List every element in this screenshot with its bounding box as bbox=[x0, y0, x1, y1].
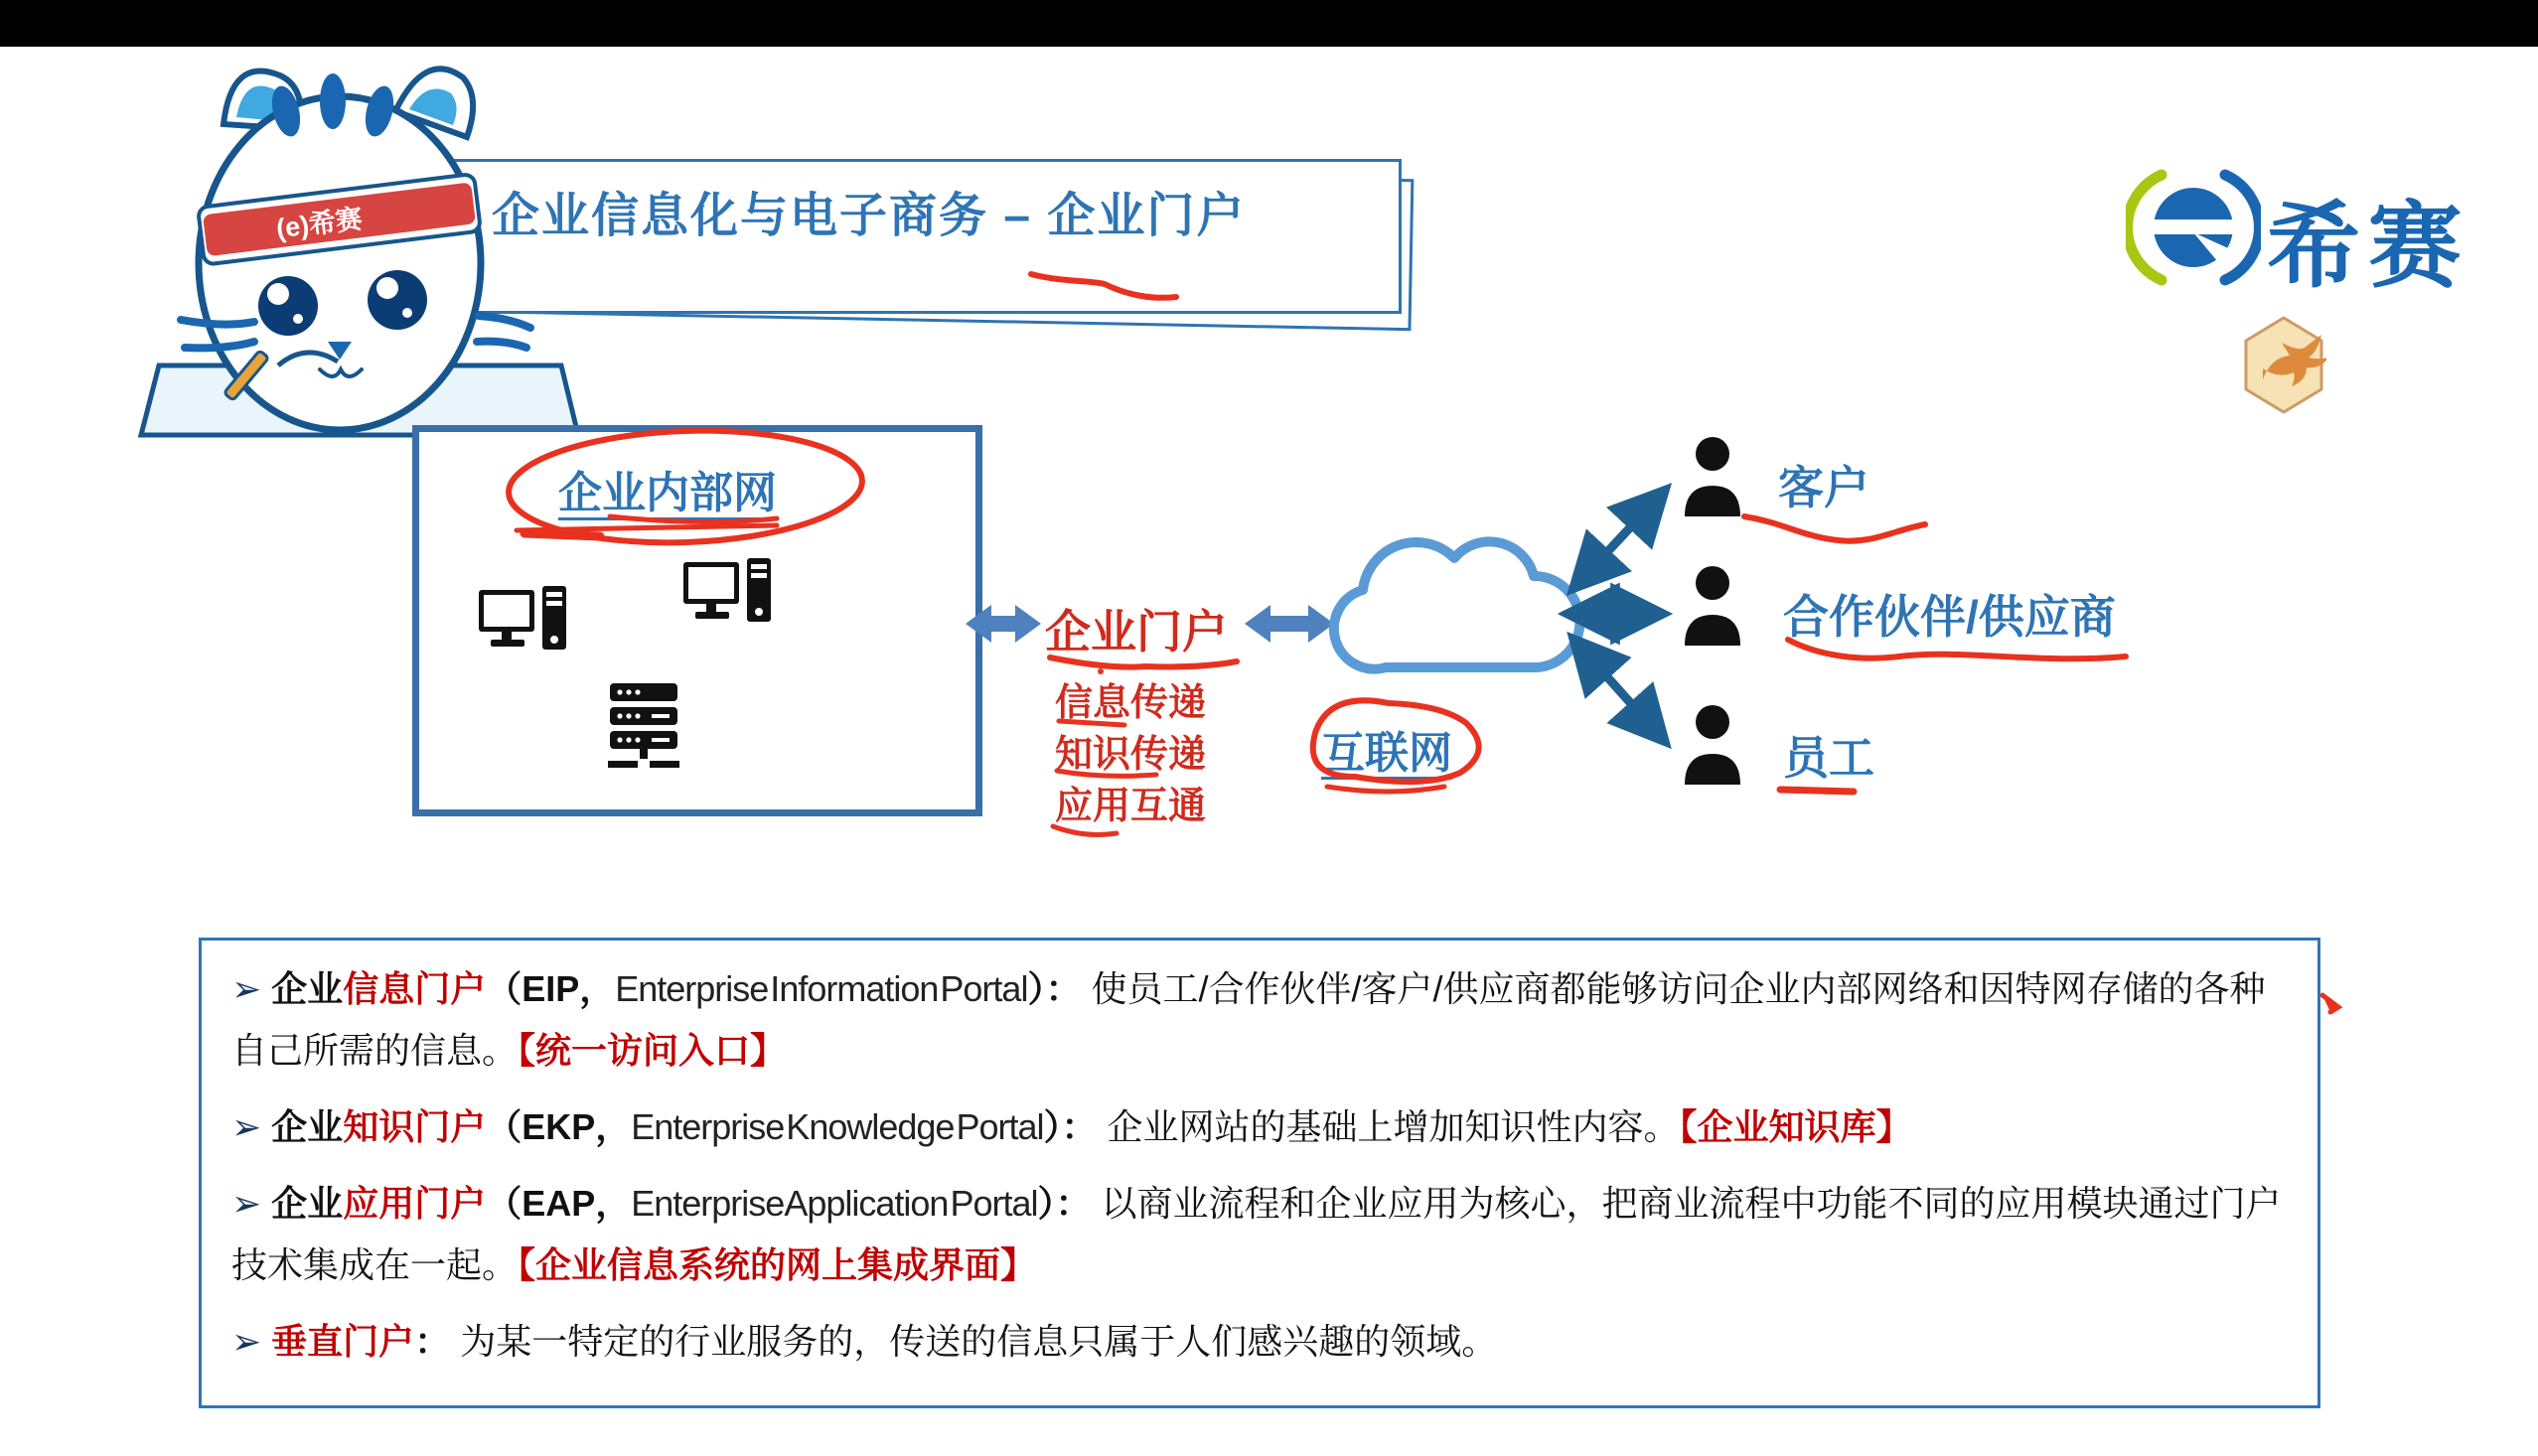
pen-underline-fn1 bbox=[1059, 721, 1124, 725]
note-keyword: 应用门户 bbox=[343, 1182, 487, 1224]
note-lead: 企业 bbox=[271, 1105, 344, 1147]
note-body: 企业网站的基础上增加知识性内容。 bbox=[1107, 1105, 1680, 1147]
pen-underline-partner bbox=[1788, 640, 2126, 658]
note-close: ）： bbox=[1043, 1105, 1108, 1147]
page-title: 企业信息化与电子商务 – 企业门户 bbox=[492, 190, 1247, 242]
bullet-icon: ➢ bbox=[231, 968, 262, 1009]
actor-label-partner-supplier: 合作伙伴/供应商 bbox=[1783, 591, 2116, 643]
note-abbr: （EIP， bbox=[486, 968, 616, 1009]
note-abbr: （EAP， bbox=[486, 1182, 632, 1224]
note-keyword: 知识门户 bbox=[343, 1105, 487, 1147]
pen-underline-fn2 bbox=[1057, 771, 1156, 776]
actor-label-customer: 客户 bbox=[1778, 462, 1869, 513]
pen-underline-title bbox=[1031, 274, 1176, 298]
pen-dot bbox=[1098, 668, 1104, 674]
note-en: Enterprise Information Portal bbox=[615, 968, 1028, 1009]
bullet-icon: ➢ bbox=[231, 1182, 262, 1224]
pen-stroke bbox=[610, 516, 777, 522]
note-abbr: （EKP， bbox=[486, 1105, 632, 1147]
note-keyword: 垂直门户 bbox=[271, 1320, 415, 1362]
note-body: 为某一特定的行业服务的，传送的信息只属于人们感兴趣的领域。 bbox=[460, 1320, 1498, 1362]
note-en: Enterprise Knowledge Portal bbox=[631, 1105, 1044, 1147]
intranet-label: 企业内部网 bbox=[558, 469, 777, 517]
note-en: Enterprise Application Portal bbox=[631, 1182, 1038, 1224]
note-tag: 【企业信息系统的网上集成界面】 bbox=[518, 1243, 1037, 1285]
actor-label-employee: 员工 bbox=[1783, 732, 1874, 784]
note-close: ）： bbox=[1037, 1182, 1102, 1224]
portal-label: 企业门户 bbox=[1045, 606, 1228, 657]
note-keyword: 信息门户 bbox=[343, 968, 487, 1009]
pen-tick-box-edge bbox=[2322, 995, 2338, 1012]
note-body: 使员工/合作伙伴/客户/供应商都能够访问企业内部网络和因特网存储的各种自己所需的信息。 bbox=[231, 968, 2266, 1071]
internet-label: 互联网 bbox=[1321, 729, 1452, 778]
note-lead: 企业 bbox=[271, 968, 344, 1009]
note-tag: 【企业知识库】 bbox=[1679, 1105, 1912, 1147]
note-close: ： bbox=[414, 1320, 461, 1362]
bullet-icon: ➢ bbox=[231, 1320, 262, 1362]
mascot-headband-text: (e)希赛 bbox=[274, 204, 365, 244]
portal-function: 应用互通 bbox=[1055, 786, 1207, 827]
bullet-icon: ➢ bbox=[231, 1105, 262, 1147]
note-lead: 企业 bbox=[271, 1182, 344, 1224]
pen-underline-employee bbox=[1780, 790, 1854, 792]
pen-stroke bbox=[524, 533, 600, 536]
portal-function: 信息传递 bbox=[1055, 682, 1207, 724]
note-close: ）： bbox=[1027, 968, 1092, 1009]
pen-stroke bbox=[1327, 787, 1444, 792]
pen-circle-internet bbox=[1313, 700, 1479, 782]
pen-underline-fn3 bbox=[1053, 826, 1117, 834]
note-tag: 【统一访问入口】 bbox=[518, 1029, 787, 1071]
pen-underline-portal bbox=[1050, 657, 1237, 667]
brand-name: 希赛 bbox=[2267, 194, 2470, 298]
pen-underline-customer bbox=[1744, 516, 1925, 541]
note-body: 以商业流程和企业应用为核心，把商业流程中功能不同的应用模块通过门户技术集成在一起。 bbox=[231, 1182, 2282, 1285]
portal-function: 知识传递 bbox=[1055, 734, 1207, 776]
